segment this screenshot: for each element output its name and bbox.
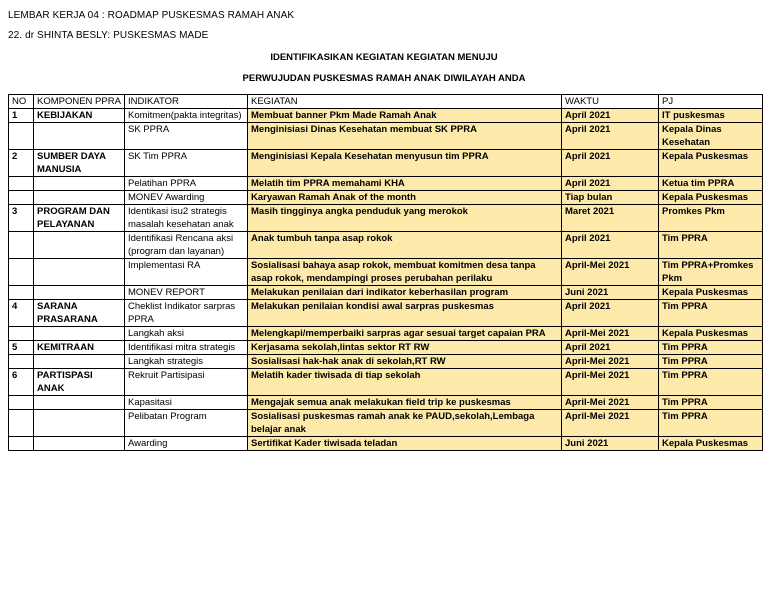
cell-indikator: SK Tim PPRA [125,150,248,177]
cell-kegiatan: Menginisiasi Dinas Kesehatan membuat SK PPRA [248,123,562,150]
cell-pj: Tim PPRA [659,396,763,410]
table-row [9,109,763,123]
cell-komponen [34,259,125,286]
document-subheading: PERWUJUDAN PUSKESMAS RAMAH ANAK DIWILAYAH ANDA [242,73,526,84]
cell-komponen [34,177,125,191]
table-row [9,177,763,191]
cell-kegiatan: Sertifikat Kader tiwisada teladan [248,437,562,451]
cell-no: 2 [9,150,34,177]
cell-kegiatan: Melengkapi/memperbaiki sarpras agar sesuai target capaian PRA [248,327,562,341]
cell-indikator: Awarding [125,437,248,451]
cell-no [9,396,34,410]
cell-waktu: Tiap bulan [562,191,659,205]
cell-indikator: Identifikasi Rencana aksi (program dan layanan) [125,232,248,259]
roadmap-table [8,94,763,451]
cell-waktu: Juni 2021 [562,286,659,300]
column-header-no: NO [9,95,34,109]
cell-komponen: KEMITRAAN [34,341,125,355]
cell-waktu: Maret 2021 [562,205,659,232]
table-row [9,437,763,451]
worksheet-title: LEMBAR KERJA 04 : ROADMAP PUSKESMAS RAMAH ANAK [8,10,295,21]
cell-indikator: Pelatihan PPRA [125,177,248,191]
table-row [9,286,763,300]
cell-kegiatan: Melatih kader tiwisada di tiap sekolah [248,369,562,396]
cell-pj: Ketua tim PPRA [659,177,763,191]
cell-no [9,123,34,150]
cell-indikator: Langkah strategis [125,355,248,369]
cell-indikator: Implementasi RA [125,259,248,286]
column-header-komponen: KOMPONEN PPRA [34,95,125,109]
cell-waktu: April-Mei 2021 [562,259,659,286]
cell-komponen: SUMBER DAYA MANUSIA [34,150,125,177]
cell-kegiatan: Sosialisasi bahaya asap rokok, membuat komitmen desa tanpa asap rokok, mendampingi proses perubahan perilaku [248,259,562,286]
cell-indikator: MONEV REPORT [125,286,248,300]
table-row [9,327,763,341]
cell-no: 5 [9,341,34,355]
cell-waktu: April-Mei 2021 [562,410,659,437]
cell-waktu: April 2021 [562,177,659,191]
table-header-row [9,95,763,109]
cell-pj: Tim PPRA [659,355,763,369]
cell-no [9,259,34,286]
cell-no: 1 [9,109,34,123]
cell-waktu: April-Mei 2021 [562,355,659,369]
cell-no: 3 [9,205,34,232]
table-row [9,191,763,205]
document-heading: IDENTIFIKASIKAN KEGIATAN KEGIATAN MENUJU [270,52,498,63]
cell-indikator: MONEV Awarding [125,191,248,205]
table-row [9,259,763,286]
author-line: 22. dr SHINTA BESLY: PUSKESMAS MADE [8,30,209,41]
cell-pj: Kepala Puskesmas [659,286,763,300]
cell-no: 6 [9,369,34,396]
table-row [9,341,763,355]
cell-waktu: April-Mei 2021 [562,396,659,410]
column-header-pj: PJ [659,95,763,109]
cell-komponen [34,123,125,150]
cell-kegiatan: Kerjasama sekolah,lintas sektor RT RW [248,341,562,355]
column-header-kegiatan: KEGIATAN [248,95,562,109]
cell-waktu: April 2021 [562,341,659,355]
cell-kegiatan: Masih tingginya angka penduduk yang merokok [248,205,562,232]
cell-komponen: SARANA PRASARANA [34,300,125,327]
table-row [9,410,763,437]
cell-pj: Tim PPRA [659,410,763,437]
cell-pj: Kepala Dinas Kesehatan [659,123,763,150]
cell-pj: Kepala Puskesmas [659,150,763,177]
cell-indikator: Rekruit Partisipasi [125,369,248,396]
cell-indikator: Identifikasi mitra strategis [125,341,248,355]
cell-pj: Kepala Puskesmas [659,327,763,341]
cell-pj: Tim PPRA [659,369,763,396]
table-row [9,300,763,327]
cell-komponen: PARTISPASI ANAK [34,369,125,396]
cell-indikator: Identikasi isu2 strategis masalah kesehatan anak [125,205,248,232]
cell-komponen [34,327,125,341]
cell-waktu: April 2021 [562,123,659,150]
cell-no [9,177,34,191]
cell-pj: Promkes Pkm [659,205,763,232]
cell-indikator: Kapasitasi [125,396,248,410]
cell-pj: Tim PPRA [659,341,763,355]
cell-indikator: Pelibatan Program [125,410,248,437]
cell-komponen [34,286,125,300]
cell-kegiatan: Melakukan penilaian kondisi awal sarpras puskesmas [248,300,562,327]
cell-pj: Tim PPRA+Promkes Pkm [659,259,763,286]
cell-kegiatan: Menginisiasi Kepala Kesehatan menyusun tim PPRA [248,150,562,177]
column-header-indikator: INDIKATOR [125,95,248,109]
cell-indikator: Komitmen(pakta integritas) [125,109,248,123]
cell-no [9,232,34,259]
table-row [9,396,763,410]
cell-kegiatan: Melakukan penilaian dari indikator keberhasilan program [248,286,562,300]
cell-kegiatan: Membuat banner Pkm Made Ramah Anak [248,109,562,123]
cell-kegiatan: Sosialisasi puskesmas ramah anak ke PAUD,sekolah,Lembaga belajar anak [248,410,562,437]
cell-komponen: KEBIJAKAN [34,109,125,123]
cell-indikator: Langkah aksi [125,327,248,341]
cell-waktu: April-Mei 2021 [562,369,659,396]
cell-kegiatan: Melatih tim PPRA memahami KHA [248,177,562,191]
cell-pj: Tim PPRA [659,232,763,259]
cell-pj: Kepala Puskesmas [659,437,763,451]
cell-no [9,286,34,300]
cell-kegiatan: Anak tumbuh tanpa asap rokok [248,232,562,259]
cell-kegiatan: Mengajak semua anak melakukan field trip ke puskesmas [248,396,562,410]
cell-pj: IT puskesmas [659,109,763,123]
cell-no: 4 [9,300,34,327]
cell-pj: Kepala Puskesmas [659,191,763,205]
cell-no [9,437,34,451]
cell-kegiatan: Karyawan Ramah Anak of the month [248,191,562,205]
cell-komponen [34,191,125,205]
cell-waktu: April 2021 [562,109,659,123]
cell-komponen [34,410,125,437]
table-row [9,232,763,259]
table-row [9,369,763,396]
cell-kegiatan: Sosialisasi hak-hak anak di sekolah,RT RW [248,355,562,369]
cell-waktu: April 2021 [562,300,659,327]
cell-komponen [34,396,125,410]
cell-komponen: PROGRAM DAN PELAYANAN [34,205,125,232]
cell-indikator: SK PPRA [125,123,248,150]
cell-no [9,191,34,205]
cell-indikator: Cheklist Indikator sarpras PPRA [125,300,248,327]
cell-waktu: April-Mei 2021 [562,327,659,341]
table-row [9,205,763,232]
cell-no [9,410,34,437]
cell-komponen [34,355,125,369]
cell-pj: Tim PPRA [659,300,763,327]
cell-waktu: April 2021 [562,232,659,259]
cell-waktu: Juni 2021 [562,437,659,451]
column-header-waktu: WAKTU [562,95,659,109]
cell-komponen [34,437,125,451]
table-body [9,109,763,451]
table-row [9,150,763,177]
table-row [9,355,763,369]
cell-no [9,327,34,341]
table-row [9,123,763,150]
cell-no [9,355,34,369]
cell-waktu: April 2021 [562,150,659,177]
cell-komponen [34,232,125,259]
